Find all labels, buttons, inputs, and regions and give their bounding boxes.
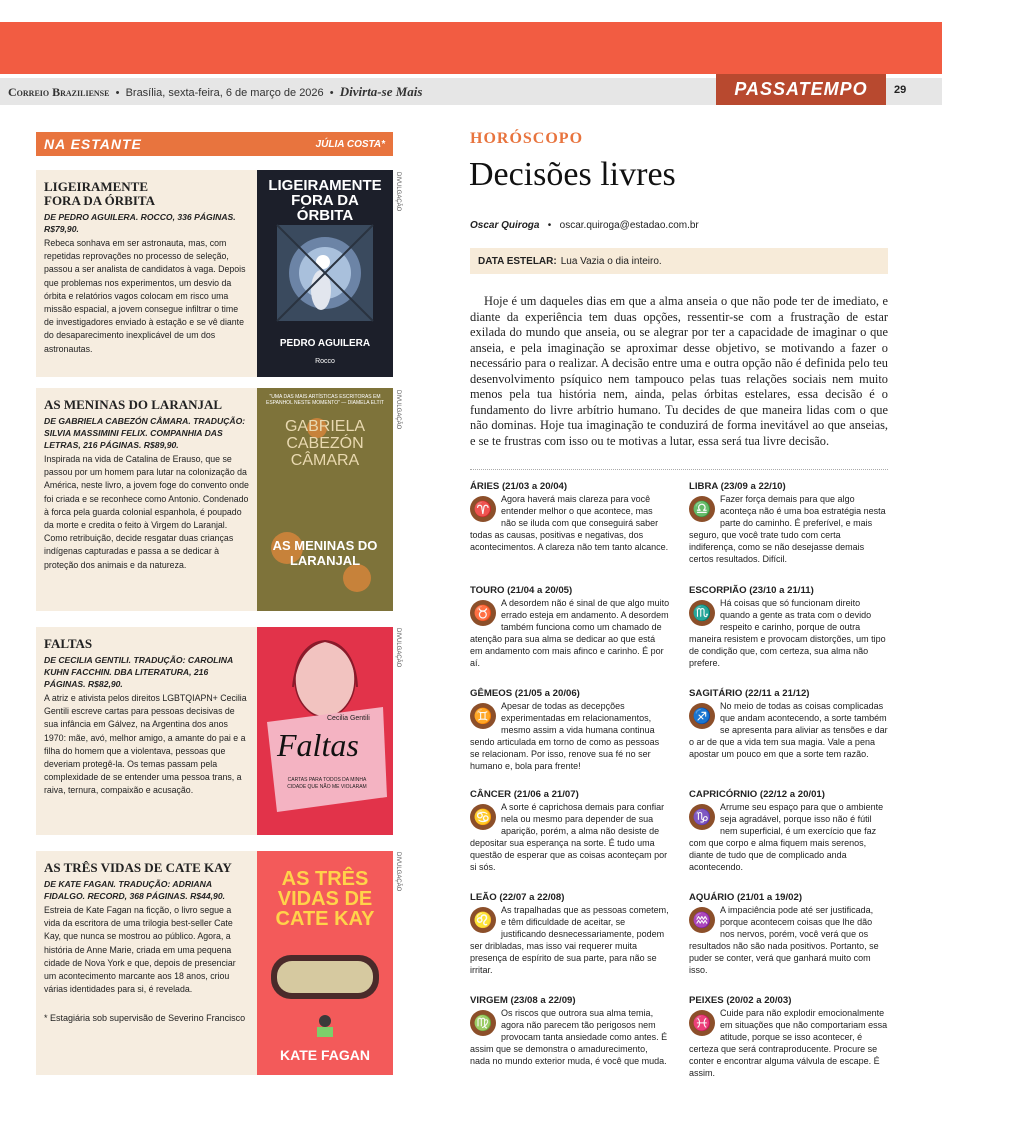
footnote: * Estagiária sob supervisão de Severino Francisco xyxy=(44,1013,246,1024)
svg-text:♏: ♏ xyxy=(692,605,712,622)
book-cover xyxy=(257,627,393,835)
leo-icon xyxy=(470,907,496,933)
sign-gemini xyxy=(470,688,670,772)
virgo-icon xyxy=(470,1010,496,1036)
book-title: LIGEIRAMENTE FORA DA ÓRBITA xyxy=(44,179,155,208)
sign-libra xyxy=(689,481,889,565)
newspaper-brand: Correio Braziliense xyxy=(8,85,110,99)
photo-credit: DIVULGAÇÃO xyxy=(395,628,401,668)
book-description: Estreia de Kate Fagan na ficção, o livro segue a vida da escritora de uma trilogia best-seller Cate Kay, que nunca se mostrou ao público. Agora, a história de Anne Marie, criada em uma pequena cidade de Nova York e que, depois de presenciar um acontecimento marcante aos 18 anos, criou várias identidades para si, é revelada. xyxy=(44,905,236,995)
book-cover xyxy=(257,851,393,1075)
svg-text:♎: ♎ xyxy=(692,501,712,518)
aries-icon xyxy=(470,496,496,522)
sign-name: ÁRIES (21/03 a 20/04) xyxy=(470,481,568,492)
data-estelar-label: DATA ESTELAR: xyxy=(478,255,557,267)
svg-text:♍: ♍ xyxy=(473,1015,493,1032)
author-name: Oscar Quiroga xyxy=(470,220,540,231)
sign-text: No meio de todas as coisas complicadas que andam acontecendo, a sorte também se apresenta para aliviar as tensões e dar o ar de que a vida tem sua magia. Vale a pena apostar um pouco em que a sorte tem razão. xyxy=(689,701,888,759)
sign-name: ESCORPIÃO (23/10 a 21/11) xyxy=(689,585,814,596)
sign-text: Agora haverá mais clareza para você entender melhor o que acontece, mas não se iluda com que conseguirá saber todas as causas, positivas e negativas, dos acontecimentos. A clareza não tem tanto alcance. xyxy=(470,494,669,552)
svg-text:♐: ♐ xyxy=(692,708,712,725)
sign-aries xyxy=(470,481,670,553)
sign-text: Os riscos que outrora sua alma temia, agora não parecem tão perigosos nem provocam tanta ansiedade como antes. É assim que se demonstra o amadurecimento, nada no mundo exterior muda, é você que muda. xyxy=(470,1008,668,1066)
estante-author: JÚLIA COSTA* xyxy=(315,138,385,150)
sign-name: CÂNCER (21/06 a 21/07) xyxy=(470,789,579,800)
sign-text: As trapalhadas que as pessoas cometem, e têm dificuldade de aceitar, se justificando desnecessariamente, podem ser dribladas, mas isso vai requerer muita presença de espírito de sua parte, para não se irritar. xyxy=(470,905,669,975)
place-date: Brasília, sexta-feira, 6 de março de 2026 xyxy=(125,87,324,99)
sign-text: A desordem não é sinal de que algo muito errado esteja em andamento. A desordem também funciona como um chamado de atenção para sua alma se dedicar ao que está em andamento com mais afinco e carinho. É por aí. xyxy=(470,598,670,668)
cover-author: PEDRO AGUILERA xyxy=(279,338,371,349)
book-description: Inspirada na vida de Catalina de Erauso, que se passou por um homem para lutar na colonização da América, neste livro, a jovem foge do convento onde foi criada e se reconhece como Antonio. Condenado à forca pela guarda colonial espanhola, é poupado da morte e credita o feito à Virgem do Laranjal. Como retribuição, decide resgatar duas crianças indígenas capturadas e passa a se dedicar à proteção dos animais e da natureza. xyxy=(44,454,249,570)
book-title: AS TRÊS VIDAS DE CATE KAY xyxy=(44,860,232,875)
sign-sagittarius xyxy=(689,688,889,760)
cover-title: Faltas xyxy=(277,727,359,763)
book-meta: DE PEDRO AGUILERA. ROCCO, 336 PÁGINAS. R$79,90. xyxy=(44,212,236,234)
masthead: Correio Braziliense • Brasília, sexta-feira, 6 de março de 2026 • Divirta-se Mais xyxy=(8,84,423,99)
data-estelar-value: Lua Vazia o dia inteiro. xyxy=(560,255,662,267)
svg-text:♊: ♊ xyxy=(473,708,493,725)
page-number: 29 xyxy=(894,84,907,96)
aquarius-icon xyxy=(689,907,715,933)
estante-title: NA ESTANTE xyxy=(44,136,142,152)
libra-icon xyxy=(689,496,715,522)
page-title: Decisões livres xyxy=(469,156,676,193)
photo-credit: DIVULGAÇÃO xyxy=(395,390,401,430)
book-card xyxy=(36,388,393,611)
book-title: FALTAS xyxy=(44,636,93,651)
book-description: Rebeca sonhava em ser astronauta, mas, com repetidas reprovações no processo de seleção, passou a ser analista de candidatos à vaga. Depois que problemas nos experimentos, um desvio da órbita e relatórios vagos colocam em risco uma missão espacial, a jovem consegue infiltrar o time de investigadores enviado à estação e se vê diante do desaparecimento inexplicável de um dos astronautas. xyxy=(44,238,246,354)
sign-name: SAGITÁRIO (22/11 a 21/12) xyxy=(689,688,810,699)
sign-pisces xyxy=(689,995,889,1079)
book-card xyxy=(36,627,393,835)
sign-name: TOURO (21/04 a 20/05) xyxy=(470,585,573,596)
book-meta: DE GABRIELA CABEZÓN CÂMARA. TRADUÇÃO: SILVIA MASSIMINI FELIX. COMPANHIA DAS LETRAS, 216 PÁGINAS. R$89,90. xyxy=(44,416,246,450)
cover-author: KATE FAGAN xyxy=(280,1047,370,1063)
photo-credit: DIVULGAÇÃO xyxy=(395,852,401,892)
sign-text: A impaciência pode até ser justificada, porque acontecem coisas que lhe dão nos nervos, porém, você verá que os resultados não são nada positivos. Portanto, se puder se conter, verá que ganhará muito com isso. xyxy=(689,905,879,975)
author-email[interactable]: oscar.quiroga@estadao.com.br xyxy=(559,220,699,231)
section-name: Divirta-se Mais xyxy=(339,84,423,99)
book-cover xyxy=(257,170,393,377)
photo-credit: DIVULGAÇÃO xyxy=(395,172,401,212)
book-card xyxy=(36,170,393,377)
svg-text:♉: ♉ xyxy=(473,605,493,622)
cover-author: Cecilia Gentili xyxy=(327,715,370,722)
sign-text: Cuide para não explodir emocionalmente em situações que não comportariam essa atitude, porque se isso acontecer, é certeza que será contraproducente. Procure se conter e encontrar alguma válvula de escape. É assim. xyxy=(689,1008,888,1078)
cover-title: LIGEIRAMENTE FORA DA ÓRBITA xyxy=(268,177,382,224)
sign-name: GÊMEOS (21/05 a 20/06) xyxy=(470,688,580,699)
book-cover xyxy=(257,388,393,611)
cover-title: AS TRÊS VIDAS DE CATE KAY xyxy=(275,868,375,930)
svg-text:♋: ♋ xyxy=(473,809,493,826)
sign-name: PEIXES (20/02 a 20/03) xyxy=(689,995,792,1006)
svg-text:♓: ♓ xyxy=(692,1015,712,1032)
scorpio-icon xyxy=(689,600,715,626)
book-meta: DE KATE FAGAN. TRADUÇÃO: ADRIANA FIDALGO. RECORD, 368 PÁGINAS. R$44,90. xyxy=(44,879,225,901)
cover-publisher: Rocco xyxy=(315,358,335,365)
book-title: AS MENINAS DO LARANJAL xyxy=(44,397,223,412)
sign-name: AQUÁRIO (21/01 a 19/02) xyxy=(689,892,803,903)
svg-text:♒: ♒ xyxy=(692,912,712,929)
cover-author: GABRIELA CABEZÓN CÂMARA xyxy=(284,418,366,469)
cancer-icon xyxy=(470,804,496,830)
cover-title: AS MENINAS DO LARANJAL xyxy=(272,538,378,568)
sign-text: A sorte é caprichosa demais para confiar nela ou mesmo para depender de sua aparição, porém, a alma não desiste de depositar sua esperança na sorte. É tudo uma questão de esperar que as coisas aconteçam por si sós. xyxy=(470,802,668,872)
estante-header xyxy=(36,132,393,156)
sign-leo xyxy=(470,892,670,976)
sagittarius-icon xyxy=(689,703,715,729)
sign-text: Apesar de todas as decepções experimentadas em relacionamentos, mesmo assim a vida humana continua sendo articulada em torno de como as pessoas se relacionam. Por isso, renove sua fé no ser humano e, bola para frente! xyxy=(470,701,660,771)
taurus-icon xyxy=(470,600,496,626)
svg-text:♌: ♌ xyxy=(473,912,493,929)
book-card xyxy=(36,851,393,1075)
divider xyxy=(470,469,888,470)
sign-cancer xyxy=(470,789,670,873)
horoscope-intro: Hoje é um daqueles dias em que a alma anseia o que não pode ter de imediato, e diante da experiência tem duas opções, ressentir-se com a frustração de estar exilada do mundo que anseia, ou se alegrar por ter a capacidade de imaginar o que anseia, e pela imaginação se aproximar desse objetivo, se motivando a fazer o necessário para o realizar. A decisão entre uma e outra opção não é definida pelo teu desenvolvimento psíquico nem tampouco pelas tuas relações sociais nem muito menos pela tua história nem, ainda, pelas órbitas estelares, essa decisão é o fundamento do livre arbítrio humano. Tu decides de que maneira lidas com o que não dominas. Hoje tua imaginação te conduzirá de forma inevitável ao que anseias, e se te frustras com isso ou te motivas a lutar, essa será tua livre decisão. xyxy=(470,294,888,448)
cover-quote: "UMA DAS MAIS ARTÍSTICAS ESCRITORAS EM ESPANHOL NESTE MOMENTO" — DIAMELA ELTIT xyxy=(265,394,384,406)
capricorn-icon xyxy=(689,804,715,830)
sign-virgo xyxy=(470,995,670,1067)
cover-subtitle: CARTAS PARA TODOS DA MINHA CIDADE QUE NÃO ME VIOLARAM xyxy=(287,777,367,790)
section-kicker: HORÓSCOPO xyxy=(470,130,584,147)
sign-scorpio xyxy=(689,585,889,669)
svg-text:♈: ♈ xyxy=(473,501,493,518)
sign-text: Fazer força demais para que algo aconteça não é uma boa estratégia nesta parte do caminho. É preferível, e mais seguro, que você trate tudo com certa indiferença, como se não desejasse demais certos resultados. Difícil. xyxy=(689,494,886,564)
book-meta: DE CECILIA GENTILI. TRADUÇÃO: CAROLINA KUHN FACCHIN. DBA LITERATURA, 216 PÁGINAS. R$82,90. xyxy=(44,655,233,689)
svg-text:♑: ♑ xyxy=(692,809,712,826)
sign-name: LIBRA (23/09 a 22/10) xyxy=(689,481,786,492)
gemini-icon xyxy=(470,703,496,729)
sign-name: CAPRICÓRNIO (22/12 a 20/01) xyxy=(689,789,825,800)
sign-aquarius xyxy=(689,892,889,976)
sign-name: VIRGEM (23/08 a 22/09) xyxy=(470,995,576,1006)
book-description: A atriz e ativista pelos direitos LGBTQIAPN+ Cecilia Gentili escreve cartas para pessoas decisivas de sua infância em Gálvez, na Argentina dos anos 1970: mãe, avó, melhor amigo, a amante do pai e a filha do homem que a violentava, pessoas que deveriam protegê-la. Os temas passam pela complexidade de se entender uma pessoa trans, a raiva, ternura, compaixão e acusação. xyxy=(44,693,247,796)
sign-taurus xyxy=(470,585,670,669)
page-section-label: PASSATEMPO xyxy=(716,74,886,105)
data-estelar-box xyxy=(470,248,888,274)
sign-name: LEÃO (22/07 a 22/08) xyxy=(470,892,565,903)
pisces-icon xyxy=(689,1010,715,1036)
sign-text: Há coisas que só funcionam direito quando a gente as trata com o devido respeito e carinho, porque de outra maneira resistem e provocam distorções, um tipo de condição que, com certeza, sua alma não prefere. xyxy=(689,598,886,668)
byline: Oscar Quiroga • oscar.quiroga@estadao.com.br xyxy=(470,220,699,231)
sign-capricorn xyxy=(689,789,889,873)
top-color-bar xyxy=(0,22,942,74)
sign-text: Arrume seu espaço para que o ambiente seja agradável, porque isso não é fútil nem superficial, é um exercício que faz com que corpo e alma fiquem mais serenos, diante de tudo que de complicado anda acontecendo. xyxy=(689,802,884,872)
